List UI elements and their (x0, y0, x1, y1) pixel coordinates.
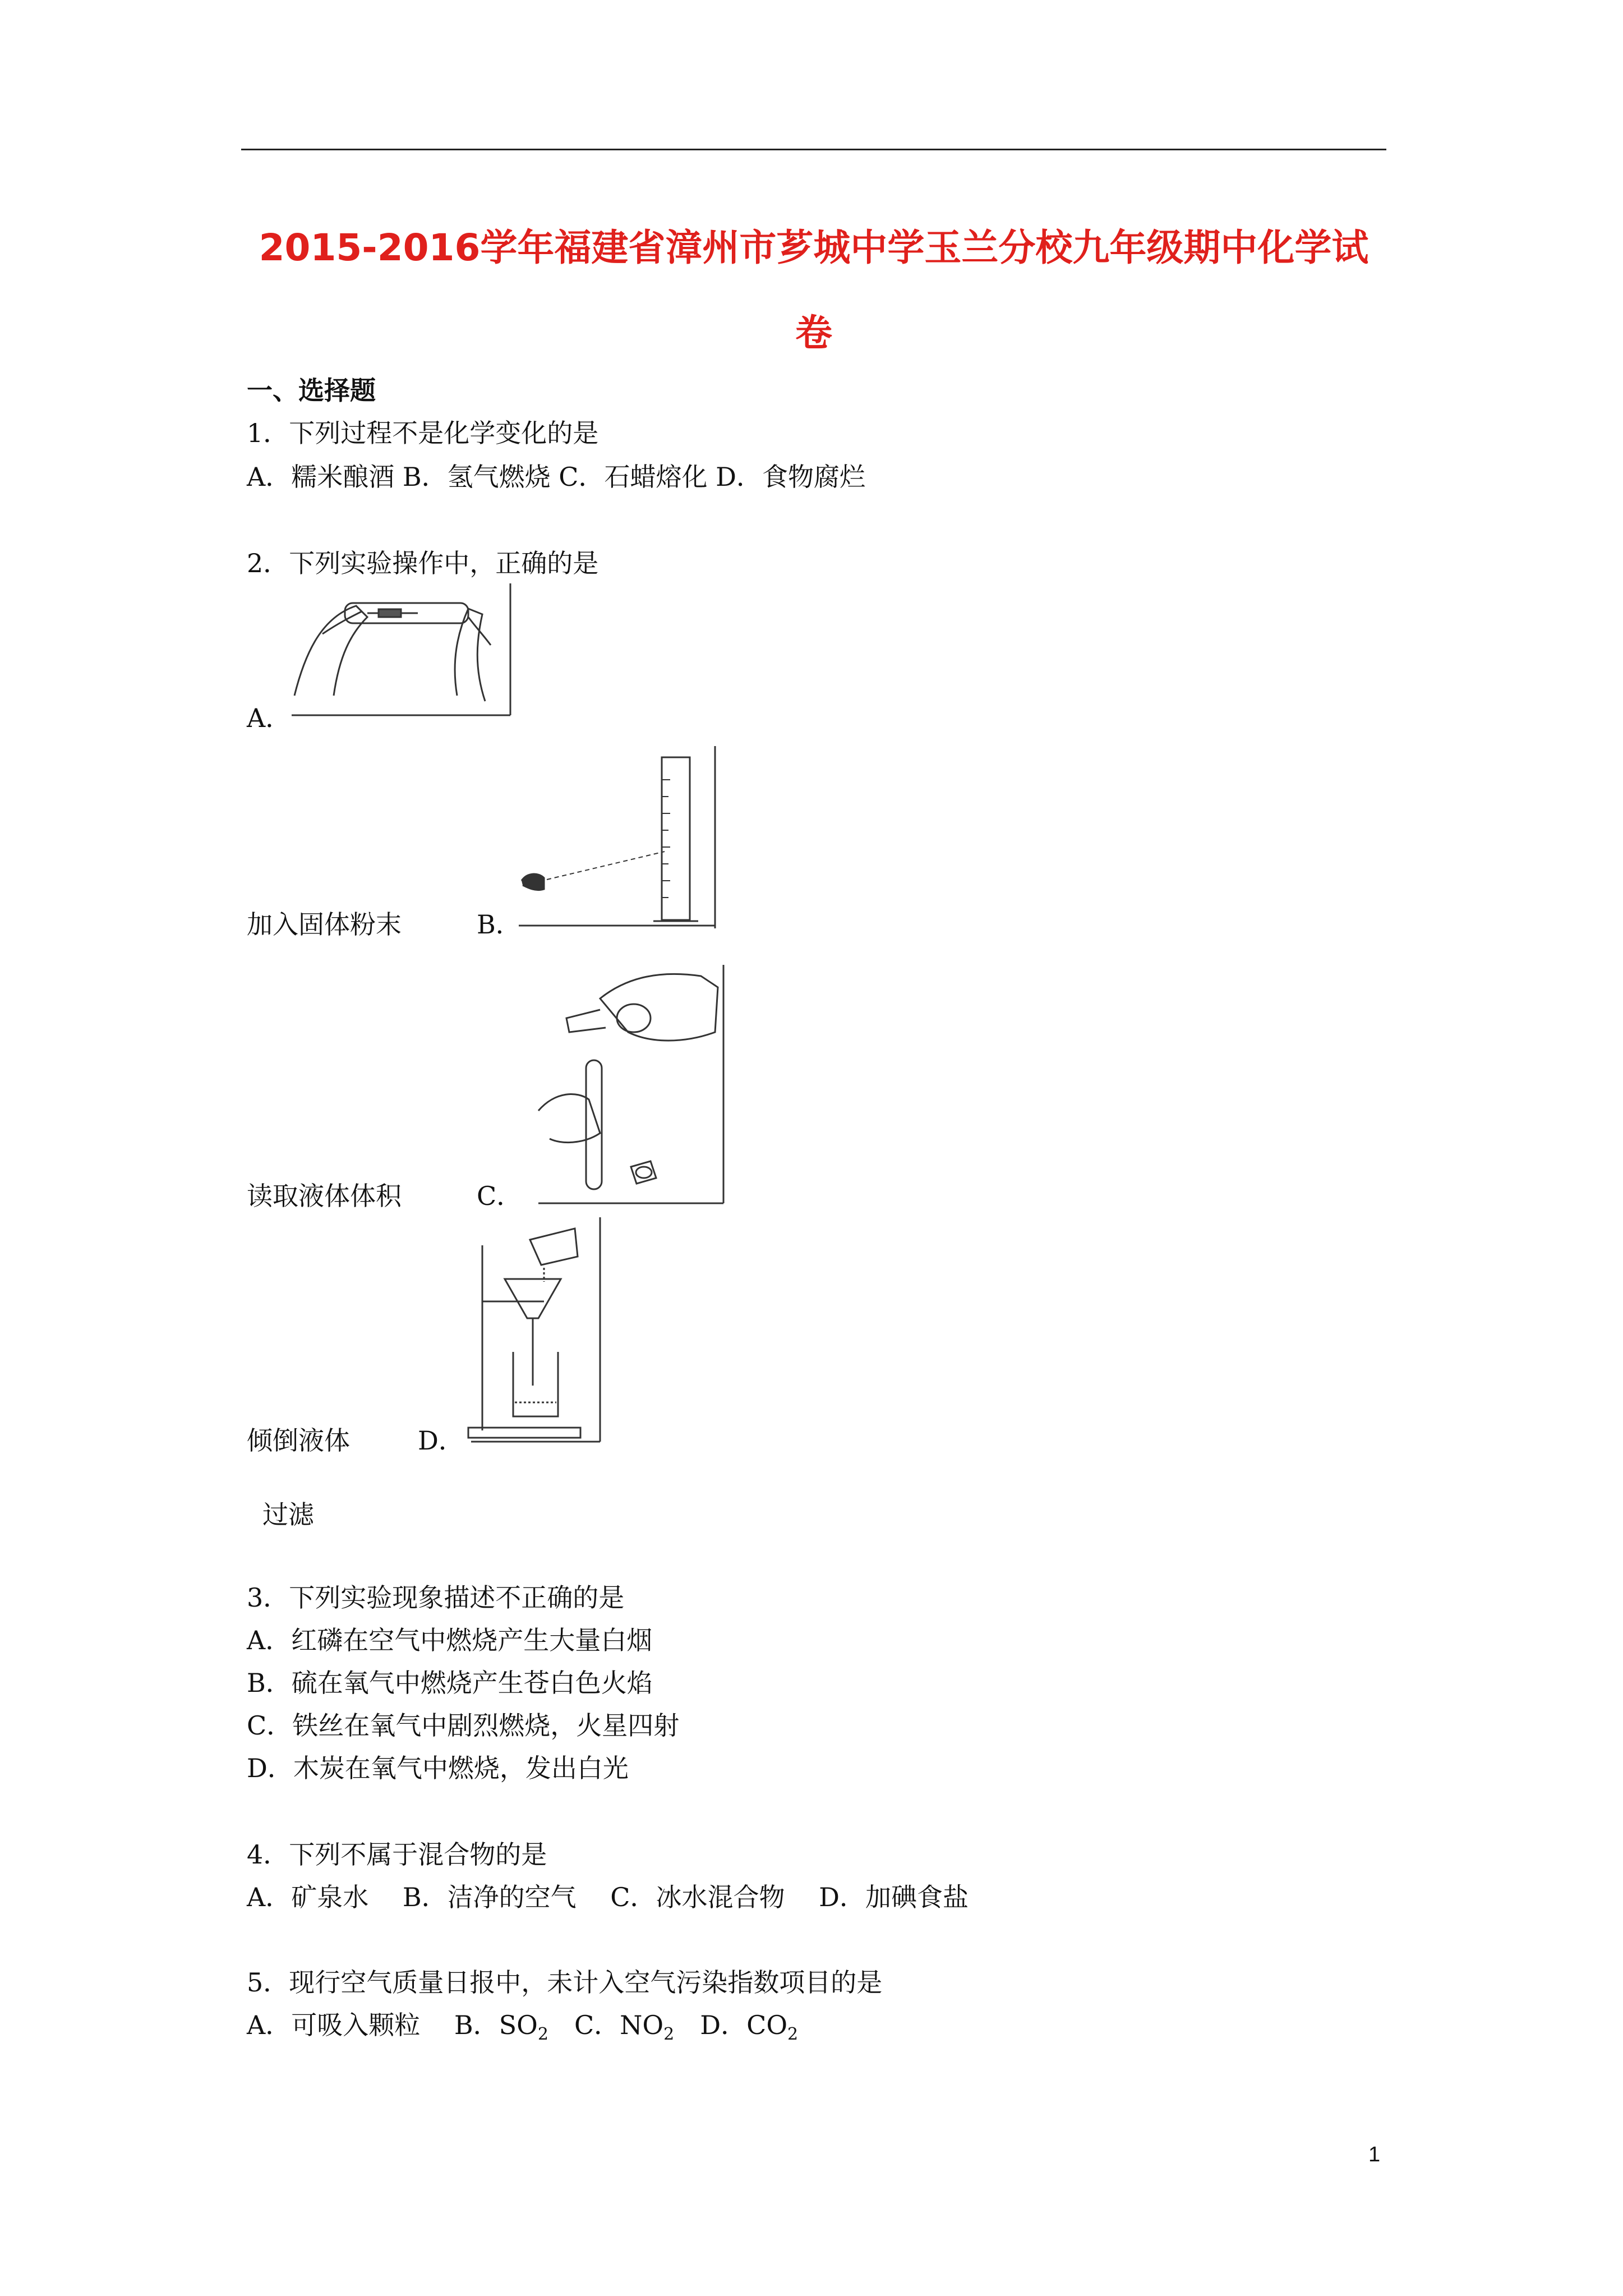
exam-title-line1: 2015-2016学年福建省漳州市芗城中学玉兰分校九年级期中化学试 (259, 226, 1369, 269)
q5-option-d: D．$CO_2$ (700, 2010, 799, 2045)
section-heading: 一、选择题 (247, 375, 376, 406)
q5-option-a: A．可吸入颗粒 (247, 2010, 421, 2040)
q2-option-a-label: A． (247, 703, 292, 733)
q2-option-c-label: C． (477, 1181, 523, 1211)
q2-option-d-label: D． (418, 1425, 464, 1456)
q4-stem: 4．下列不属于混合物的是 (247, 1839, 547, 1870)
q3-option-d: D．木炭在氧气中燃烧，发出白光 (247, 1753, 629, 1783)
q5-stem: 5．现行空气质量日报中，未计入空气污染指数项目的是 (247, 1967, 883, 1998)
q3-stem: 3．下列实验现象描述不正确的是 (247, 1582, 625, 1613)
header-rule (241, 149, 1386, 150)
q3-option-a: A．红磷在空气中燃烧产生大量白烟 (247, 1625, 653, 1655)
figure-read-volume (516, 746, 729, 931)
figure-pour-liquid (516, 965, 729, 1206)
q3-option-c: C．铁丝在氧气中剧烈燃烧，火星四射 (247, 1710, 680, 1741)
q5-option-b: B．$SO_2$ (454, 2010, 548, 2045)
page-number: 1 (1368, 2143, 1381, 2166)
q1-options: A．糯米酿酒 B．氢气燃烧 C．石蜡熔化 D．食物腐烂 (247, 462, 865, 492)
q2-stem: 2．下列实验操作中，正确的是 (247, 548, 599, 578)
figure-filtration (460, 1217, 606, 1447)
q3-option-b: B．硫在氧气中燃烧产生苍白色火焰 (247, 1668, 653, 1698)
q2-option-a-caption: 加入固体粉末 (247, 909, 402, 940)
q2-option-b-caption: 读取液体体积 (247, 1181, 402, 1211)
q2-option-b-label: B． (477, 909, 522, 940)
q2-option-d-caption: 过滤 (262, 1499, 314, 1530)
q5-option-c: C．$NO_2$ (574, 2010, 675, 2045)
figure-add-powder (289, 583, 513, 718)
q1-stem: 1．下列过程不是化学变化的是 (247, 418, 599, 448)
exam-title-line2: 卷 (795, 311, 832, 355)
q4-options: A．矿泉水 B．洁净的空气 C．冰水混合物 D．加碘食盐 (247, 1882, 969, 1912)
q5-options (247, 2009, 798, 2050)
q2-option-c-caption: 倾倒液体 (247, 1425, 350, 1456)
